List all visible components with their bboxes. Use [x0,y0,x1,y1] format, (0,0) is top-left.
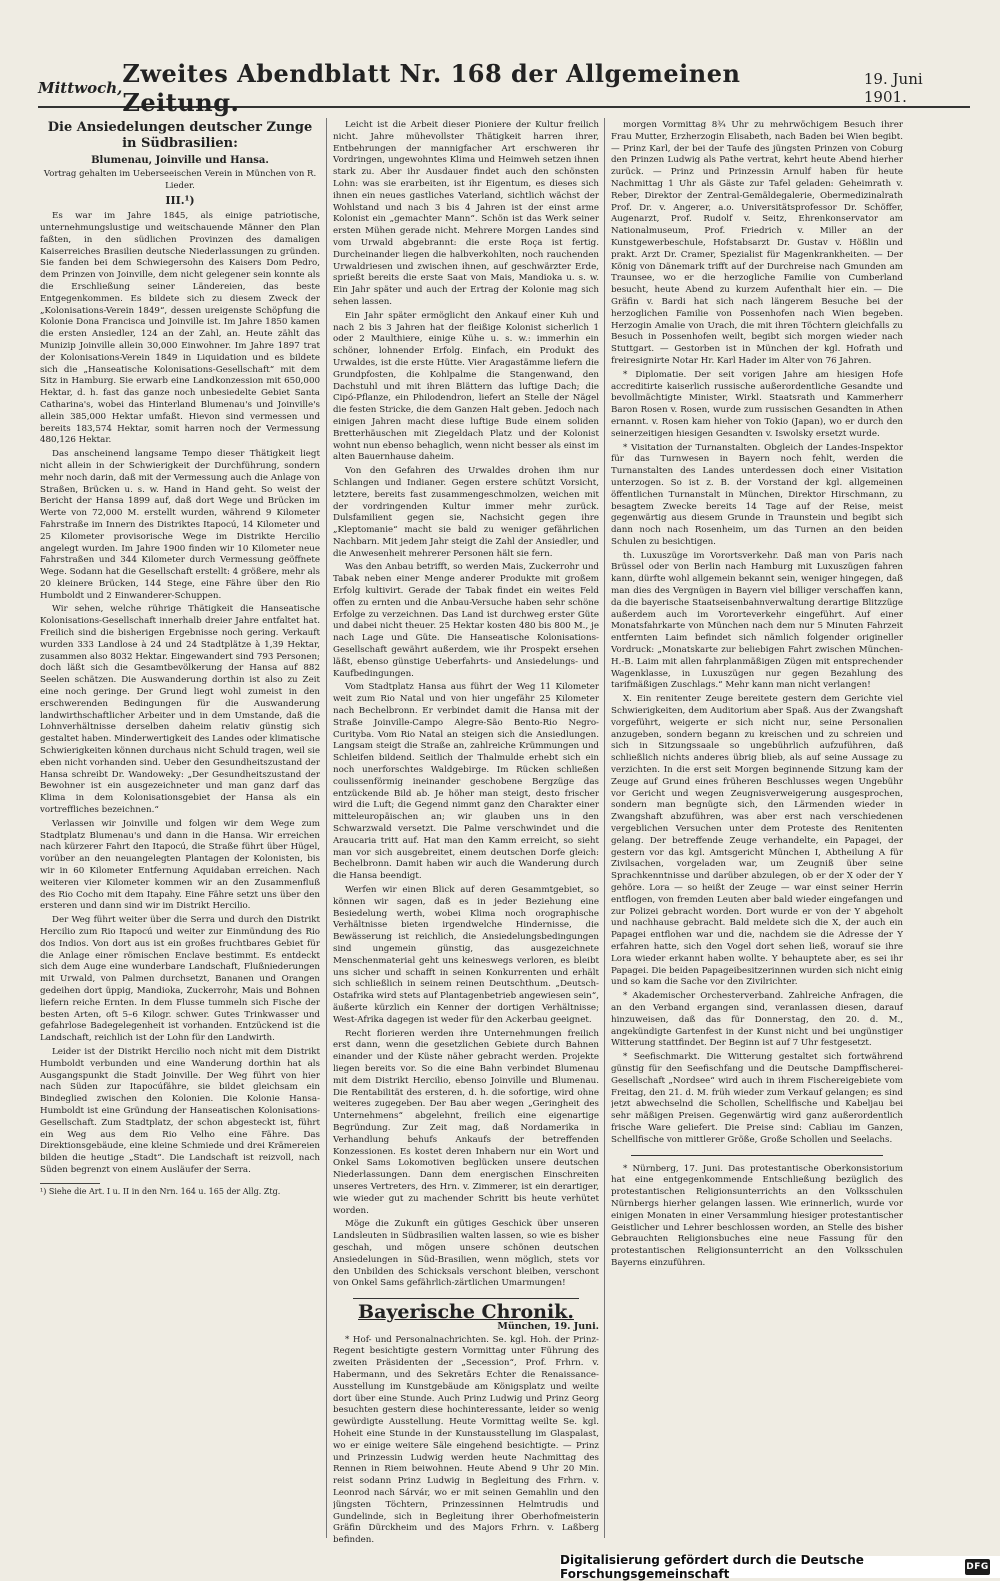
column-rule [604,118,605,1538]
digitization-credit: Digitalisierung gefördert durch die Deutsche Forschungsgemeinschaft [560,1553,864,1581]
article-part-number: III.¹) [165,194,195,208]
footnote: ¹) Siehe die Art. I u. II in den Nrn. 164 u. 165 der Allg. Ztg. [40,1186,281,1196]
article-title-line: Die Ansiedelungen deutscher Zunge [47,120,313,135]
paragraph: Werfen wir einen Blick auf deren Gesammtgebiet, so können wir sagen, daß es in jeder Beziehung eine Besiedelung werth, wobei Klima noch orographische Verhältnisse bieten irgendwelche Hindernisse, die Bewässerung ist reichlich, die Ansiedelungsbedingungen sind ungemein günstig, das ausgezeichnete Menschenmaterial geht uns keineswegs verloren, es bleibt uns sicher und schafft in seinen Konkurrenten und erhält sich schließlich in seinem reinen Deutschthum. „Deutsch-Ostafrika wird stets auf Plantagenbetrieb angewiesen sein“, äußerte kürzlich ein Kenner der dortigen Verhältnisse; West-Afrika dagegen ist weder für den Ackerbau geeignet. [333,885,599,1025]
paragraph: Ein Jahr später ermöglicht den Ankauf einer Kuh und nach 2 bis 3 Jahren hat der fleißige Kolonist sicherlich 1 oder 2 Maulthiere, einige Kühe u. s. w.: immerhin ein schöner, lohnender Erfolg. Einfach, ein Produkt des Urwaldes, ist die erste Hütte. Vier Aragastämme liefern die Grundpfosten, die Kohlpalme die Stangenwand, den Dachstuhl und mit ihren Blättern das luftige Dach; die Cipó-Pflanze, ein Philodendron, liefert an Stelle der Nägel die festen Stricke, die dem Ganzen Halt geben. Jedoch nach einigen Jahren macht diese luftige Bude einem soliden Bretterhäuschen mit Ziegeldach Platz und der Kolonist wohnt nun ebenso behaglich, wenn nicht besser als einst im alten Bauernhause daheim. [333,310,599,463]
paragraph: Das anscheinend langsame Tempo dieser Thätigkeit liegt nicht allein in der Schwierigkeit der Durchführung, sondern mehr noch darin, daß mit der Vermessung auch die Anlage von Straßen, Brücken u. s. w. Hand in Hand geht. So weist der Bericht der Hansa 1899 auf, daß dort Wege und Brücken im Werte von 72,000 M. erstellt wurden, während 9 Kilometer Fahrstraße im Innern des Distriktes Itapocú, 14 Kilometer und 25 Kilometer provisorische Wege im Distrikte Hercilio angelegt wurden. Im Jahre 1900 finden wir 10 Kilometer neue Fahrstraßen und 344 Kilometer durch Vermessung geöffnete Wege. Sodann hat die Gesellschaft erstellt: 4 größere, mehr als 20 kleinere Brücken, 144 Stege, eine Fähre über den Rio Humboldt und 2 Einwanderer-Schuppen. [40,449,320,601]
masthead [38,59,970,117]
paragraph: * Visitation der Turnanstalten. Obgleich der Landes-Inspektor für das Turnwesen in Bayern noch fehlt, werden die Turnanstalten des Landes unterdessen doch einer Visitation unterzogen. So ist z. B. der Vorstand der kgl. allgemeinen öffentlichen Turnanstalt in München, Direktor Hirschmann, zu besagtem Zwecke bereits 14 Tage auf der Reise, meist gegenwärtig aus diesem Grunde in Traunstein und begibt sich dann noch nach Rosenheim, um das Turnen an den beiden Schulen zu besichtigen. [611,442,903,547]
paragraph: * Hof- und Personalnachrichten. Se. kgl. Hoh. der Prinz-Regent besichtigte gestern Vormittag unter Führung des zweiten Präsidenten der „Secession“, Prof. Frhrn. v. Habermann, und des Sekretärs Echter die Renaissance-Ausstellung im Kunstgebäude am Königsplatz und weilte dort über eine Stunde. Auch Prinz Ludwig und Prinz Georg besuchten gestern diese hochinteressante, leider so wenig gewürdigte Ausstellung. Heute Vormittag weilte Se. kgl. Hoheit eine Stunde in der Kunstausstellung im Glaspalast, wo er einige weitere Säle eingehend besichtigte. — Prinz und Prinzessin Ludwig werden heute Nachmittag des Rennen in Riem beiwohnen. Heute Abend 9 Uhr 20 Min. reist sodann Prinz Ludwig in Begleitung des Frhrn. v. Leonrod nach Sárvár, wo er mit seinen Gemahlin und den jüngsten Töchtern, Prinzessinnen Helmtrudis und Gundelinde, sich in Begleitung ihrer Oberhofmeisterin Gräfin Dürckheim und des Majors Frhrn. v. Laßberg befinden. [333,1334,599,1546]
paragraph: Vom Stadtplatz Hansa aus führt der Weg 11 Kilometer weit zum Rio Natal und von hier ungefähr 25 Kilometer nach Bechelbronn. Er verbindet damit die Hansa mit der Straße Joinville-Campo Alegre-São Bento-Rio Negro-Curityba. Vom Rio Natal an steigen sich die Ansiedlungen. Langsam steigt die Straße an, zahlreiche Krümmungen und Schleifen bildend. Seitlich der Thalmulde erhebt sich ein noch unerforschtes Waldgebirge. Im Rücken schließen coulissenförmig ineinander geschobene Bergzüge das entzückende Bild ab. Je höher man steigt, desto frischer wird die Luft; die Gegend nimmt ganz den Charakter einer mitteleuropäischen an; wir glauben uns in den Schwarzwald versetzt. Die Palme verschwindet und die Araucaria tritt auf. Hat man den Kamm erreicht, so sieht man vor sich ausgebreitet, einem deutschen Dorfe gleich: Bechelbronn. Damit haben wir auch die Wanderung durch die Hansa beendigt. [333,682,599,882]
section-divider [631,1155,883,1156]
paragraph: * Nürnberg, 17. Juni. Das protestantische Oberkonsistorium hat eine entgegenkommende Entschließung bezüglich des protestantischen Religionsunterrichts an den Volksschulen Nürnbergs hierher gelangen lassen. Wie erinnerlich, wurde vor einigen Monaten in einer Versammlung hiesiger protestantischer Geistlicher und Lehrer beschlossen worden, an Stelle des bisher Gebrauchten Religionsbuches eine neue Fassung für den protestantischen Religionsunterricht an den Volksschulen Bayerns einzuführen. [611,1163,903,1268]
paragraph: Was den Anbau betrifft, so werden Mais, Zuckerrohr und Tabak neben einer Menge anderer Produkte mit großem Erfolg kultivirt. Gerade der Tabak findet ein weites Feld offen zu ernten und die Anbau-Versuche haben sehr schöne Erfolge zu verzeichnen. Das Land ist durchweg erster Güte und dabei nicht theuer. 25 Hektar kosten 480 bis 800 M., je nach Lage und Güte. Die Hanseatische Kolonisations-Gesellschaft gewährt außerdem, wie ihr Prospekt ersehen läßt, ebenso günstige Ueberfahrts- und Ansiedelungs- und Kaufbedingungen. [333,562,599,679]
column-rule [326,118,327,1538]
paragraph: Leicht ist die Arbeit dieser Pioniere der Kultur freilich nicht. Jahre mühevollster Thätigkeit harren ihrer, Entbehrungen der mannigfacher Art erschweren ihr Vordringen, ungewohntes Klima und Heimweh setzen ihnen stark zu. Aber ihr Ausdauer findet auch den schönsten Lohn: was sie erarbeiten, ist ihr Eigentum, es dieses sich ihnen ein neues gastliches Vaterland, sichtlich wächst der Wohlstand und nach 3 bis 4 Jahren ist der einst arme Kolonist ein „gemachter Mann“. Schön ist das Werk seiner ersten Mühen gerade nicht. Mehrere Morgen Landes sind vom Urwald abgebrannt: die erste Roça ist fertig. Durcheinander liegen die halbverkohlten, noch rauchenden Urwaldriesen und zwischen ihnen, auf geschwärzter Erde, sprießt bereits die erste Saat von Mais, Mandioka u. s. w. Ein Jahr später und auch der Ertrag der Kolonie mag sich sehen lassen. [333,120,599,307]
paragraph: Der Weg führt weiter über die Serra und durch den Distrikt Hercilio zum Rio Itapocú und weiter zur Einmündung des Rio dos Indios. Von dort aus ist ein großes fruchtbares Gebiet für die Anlage einer römischen Enclave bestimmt. Es entdeckt sich dem Auge eine wunderbare Landschaft, Flußniederungen mit Urwald, von Palmen durchsetzt, Bananen und Orangen gedeihen dort üppig, Mandioka, Zuckerrohr, Mais und Bohnen liefern reiche Ernten. In dem Flusse tummeln sich Fische der besten Arten, oft 5–6 Kilogr. schwer. Gutes Trinkwasser und gefahrlose Badegelegenheit ist vorhanden. Entzückend ist die Landschaft, reichlich ist der Lohn für den Landwirth. [40,915,320,1044]
masthead-title: Zweites Abendblatt Nr. 168 der Allgemeinen Zeitung. [122,59,741,117]
paragraph: * Akademischer Orchesterverband. Zahlreiche Anfragen, die an den Verband ergangen sind, veranlassen diesen, darauf hinzuweisen, daß das für Donnerstag, den 20. d. M., angekündigte Gartenfest in der Kunst nicht und bei ungünstiger Witterung stattfindet. Der Beginn ist auf 7 Uhr festgesetzt. [611,991,903,1049]
masthead-date: 19. Juni 1901. [863,70,923,106]
paragraph: Wir sehen, welche rührige Thätigkeit die Hanseatische Kolonisations-Gesellschaft innerhalb dreier Jahre entfaltet hat. Freilich sind die bisherigen Ergebnisse noch gering. Verkauft wurden 333 Landlose à 24 und 24 Stadtplätze à 1,39 Hektar, zusammen also 8032 Hektar. Eingewandert sind 793 Personen; doch läßt sich die Gesamtbevölkerung der Hansa auf 882 Seelen schätzen. Die Auswanderung dorthin ist also zu Zeit eine noch geringe. Der Grund liegt wohl zumeist in den erschwerenden Bedingungen für die Auswanderung landwirthschaftlicher Arbeiter und in dem Umstande, daß die Lohnverhältnisse derselben daheim relativ günstig sich gestaltet haben. Minderwertigkeit des Landes oder klimatische Schwierigkeiten können durchaus nicht Schuld tragen, weil sie eben nicht vorhanden sind. Ueber den Gesundheitszustand der Hansa schreibt Dr. Wandoweky: „Der Gesundheitszustand der Bewohner ist ein ausgezeichneter und man ganz darf das Klima in dem Kolonisationsgebiet der Hansa als ein vortreffliches bezeichnen.“ [40,604,320,816]
column-3 [611,120,903,1546]
paragraph: * Seefischmarkt. Die Witterung gestaltet sich fortwährend günstig für den Seefischfang und die Deutsche Dampffischerei-Gesellschaft „Nordsee“ wird auch in ihrem Fischereigebiete vom Freitag, den 21. d. M. früh wieder zum Verkauf gelangen; es sind jetzt abwechselnd die Schollen, Schellfische und Kabeljau bei sehr mäßigen Preisen. Gegenwärtig wird ganz außerordentlich frische Ware geliefert. Die Preise sind: Cabliau im Ganzen, Schellfische von mittlerer Größe, Große Schollen und Seelachs. [611,1052,903,1145]
chronicle-dateline: München, 19. Juni. [497,1320,599,1332]
section-divider [353,1298,579,1299]
chronicle-title: Bayerische Chronik. [358,1301,574,1324]
paragraph: Leider ist der Distrikt Hercilio noch nicht mit dem Distrikt Humboldt verbunden und eine Wanderung dorthin hat als Ausgangspunkt die Stadt Joinville. Der Weg führt von hier nach Süden zur Itapocúfähre, sie bildet gleichsam ein Bindeglied zwischen den Kolonien. Die Kolonie Hansa-Humboldt ist eine Gründung der Hanseatischen Kolonisations-Gesellschaft. Zum Stadtplatz, der schon abgesteckt ist, führt ein Weg aus dem Rio Velho eine Fähre. Das Direktionsgebäude, eine kleine Schmiede und drei Krämereien bilden die heutige „Stadt“. Die Landschaft ist reizvoll, nach Süden begrenzt von einem Ausläufer der Serra. [40,1046,320,1175]
paragraph: Verlassen wir Joinville und folgen wir dem Wege zum Stadtplatz Blumenau's und dann in die Hansa. Wir erreichen nach kürzerer Fahrt den Itapocú, die Straße führt über Hügel, vorüber an den neuangelegten Plantagen der Kolonisten, bis wir in 60 Kilometer Entfernung Aquidaban erreichen. Nach weiteren vier Kilometer kommen wir an den Zusammenfluß des Rio Cocho mit dem Itapahy. Eine Fähre setzt uns über den ersteren und dann sind wir im Distrikt Hercilio. [40,818,320,912]
article-title [40,120,320,152]
article-title-line: in Südbrasilien: [122,136,238,151]
article-subtitle: Blumenau, Joinville und Hansa. [91,155,269,166]
digitization-credit-bar [560,1553,1000,1581]
dfg-logo-icon: DFG [965,1559,990,1575]
masthead-weekday: Mittwoch, [38,79,123,97]
paragraph: Recht florieren werden ihre Unternehmungen freilich erst dann, wenn die gesetzlichen Gebiete durch Bahnen einander und der Küste näher gebracht werden. Projekte liegen bereits vor. So die eine Bahn verbindet Blumenau mit dem Distrikt Hercilio, ebenso Joinville und Blumenau. Die Rentabilität des ersteren, d. h. die sofortige, wird ohne weiteres zugegeben. Der Bau aber wegen „Geringheit des Unternehmens“ abgelehnt, freilich eine eigenartige Begründung. Zur Zeit mag, daß Nordamerika in Verhandlung behufs Ankaufs der betreffenden Konzessionen. Es kostet deren Inhabern nur ein Wort und Onkel Sams Lokomotiven beglücken unsere deutschen Niederlassungen. Dann dem energischen Einschreiten unseres Vertreters, des Hrn. v. Zimmerer, ist ein derartiger, wie wieder gut zu machender Schritt bis heute verhütet worden. [333,1028,599,1216]
paragraph: morgen Vormittag 8¾ Uhr zu mehrwöchigem Besuch ihrer Frau Mutter, Erzherzogin Elisabeth, nach Baden bei Wien begibt. — Prinz Karl, der bei der Taufe des jüngsten Prinzen von Coburg den Prinzen Ludwig als Pathe vertrat, kehrt heute Abend hierher zurück. — Prinz und Prinzessin Arnulf haben für heute Nachmittag 1 Uhr als Gäste zur Tafel geladen: Geheimrath v. Reber, Direktor der Zentral-Gemäldegalerie, Obermedizinalrath Prof. Dr. v. Angerer, a.o. Universitätsprofessor Dr. Schöffer, Augenarzt, Prof. Rudolf v. Seitz, Ehrenkonservator am Nationalmuseum, Prof. Friedrich v. Miller an der Kunstgewerbeschule, Hofstabsarzt Dr. Gustav v. Hößlin und prakt. Arzt Dr. Cramer, Spezialist für Magenkrankheiten. — Der König von Dänemark trifft auf der Durchreise nach Gmunden am Traunsee, wo er die herzogliche Familie von Cumberland besucht, heute Abend zu kurzem Aufenthalt hier ein. — Die Gräfin v. Bardi hat sich nach längerem Besuche bei der herzoglichen Familie von Possenhofen nach Wien begeben. Herzogin Amalie von Urach, die mit ihren Töchtern gleichfalls zu Besuch in Possenhofen weilt, begibt sich morgen wieder nach Stuttgart. — Gestorben ist in München der kgl. Hofrath und freiresignirte Notar Hr. Karl Hader im Alter von 76 Jahren. [611,120,903,366]
paragraph: X. Ein renitenter Zeuge bereitete gestern dem Gerichte viel Schwierigkeiten, dem Auditorium aber Spaß. Aus der Zwangshaft vorgeführt, weigerte er sich nicht nur, seine Personalien anzugeben, sondern begann zu kreischen und zu schreien und sich in Sitzungssaale so ungebührlich aufzuführen, daß schließlich nichts anderes übrig blieb, als auf seine Aussage zu verzichten. In die erst seit Morgen beginnende Sitzung kam der Zeuge auf Grund eines früheren Beschlusses wegen Ungebühr vor Gericht und wegen Zeugnisverweigerung ausgesprochen, sondern man begnügte sich, den Lärmenden wieder in Zwangshaft abzuführen, was aber erst nach verschiedenen vergeblichen Versuchen unter dem Proteste des Renitenten gelang. Der betreffende Zeuge verhandelte, ein Papagei, der gestern vor das kgl. Amtsgericht München I, Abtheilung A für Zivilsachen, vorgeladen war, um Zeugniß über seine Sprachkenntnisse und darüber abzulegen, ob er der X oder der Y gehöre. Lora — so heißt der Zeuge — war einst seiner Herrin entflogen, von fremden Leuten aber bald wieder eingefangen und zur Polizei gebracht worden. Dort wurde er von der Y abgeholt und nachhause gebracht. Bald meldete sich die X, der auch ein Papagei entflohen war und die, nachdem sie die Adresse der Y erfahren hatte, sich den Vogel dort sehen ließ, worauf sie ihre Lora wieder erkannt haben wollte. Y behauptete aber, es sei ihr Papagei. Die beiden Papageibesitzerinnen wurden sich nicht einig und so kam die Sache vor den Zivilrichter. [611,694,903,988]
column-1 [40,120,320,1546]
paragraph: th. Luxuszüge im Vorortsverkehr. Daß man von Paris nach Brüssel oder von Berlin nach Hamburg mit Luxuszügen fahren kann, dürfte wohl allgemein bekannt sein, weniger hingegen, daß man dies des Vergnügen in Bayern viel billiger verschaffen kann, da die bayerische Staatseisenbahnverwaltung derartige Blitzzüge außerdem auch im Vororteverkehr eingeführt. Auf einer Monatsfahrkarte von München nach dem nur 5 Minuten Fahrzeit entfernten Laim befindet sich nämlich folgender origineller Vordruck: „Monatskarte zur beliebigen Fahrt zwischen München-H.-B. Laim mit allen fahrplanmäßigen Zügen mit entsprechender Wagenklasse, in Luxuszügen nur gegen Bezahlung des tarifmäßigen Zuschlags.“ Mehr kann man nicht verlangen! [611,550,903,691]
column-2 [333,120,599,1546]
footnote-divider [40,1183,100,1184]
paragraph: Es war im Jahre 1845, als einige patriotische, unternehmungslustige und weitschauende Männer den Plan faßten, in den südlichen Provinzen des damaligen Kaiserreiches Brasilien deutsche Niederlassungen zu gründen. Sie fanden bei dem Schwiegersohn des Kaisers Dom Pedro, dem Prinzen von Joinville, dem nicht gelegener sein konnte als die Erschließung seiner Ländereien, das beste Entgegenkommen. Es bildete sich zu diesem Zweck der „Kolonisations-Verein 1849“, dessen ureigenste Schöpfung die Kolonie Dona Francisca und Joinville ist. Im Jahre 1850 kamen die ersten Ansiedler, 124 an der Zahl, an. Heute zählt das Munizip Joinville allein 30,000 Einwohner. Im Jahre 1897 trat der Kolonisations-Verein 1849 in Liquidation und es bildete sich die „Hanseatische Kolonisations-Gesellschaft“ mit dem Sitz in Hamburg. Sie erwarb eine Landkonzession mit 650,000 Hektar, d. h. fast das ganze noch unbesiedelte Gebiet Santa Catharina's, wobei das Hinterland Blumenau's und Joinville's allein 385,000 Hektar umfaßt. Hievon sind vermessen und bereits 183,574 Hektar, somit harren noch der Vermessung 480,126 Hektar. [40,211,320,446]
paragraph: Möge die Zukunft ein gütiges Geschick über unseren Landsleuten in Südbrasilien walten lassen, so wie es bisher geschah, und mögen unsere schönen deutschen Ansiedelungen in Süd-Brasilien, wenn möglich, stets vor den Unbilden des Schicksals verschont bleiben, verschont von Onkel Sams gefährlich-zärtlichen Umarmungen! [333,1219,599,1289]
article-note: Vortrag gehalten im Ueberseeischen Verein in München von R. Lieder. [43,168,317,191]
paragraph: Von den Gefahren des Urwaldes drohen ihm nur Schlangen und Indianer. Gegen erstere schützt Vorsicht, letztere, bereits fast zusammengeschmolzen, weichen mit der vordringenden Kultur immer mehr zurück. Dulsfamilient gegen sie, Nachsicht gegen ihre „Kleptomanie“ macht sie bald zu weniger gefährlichen Nachbarn. Mit jedem Jahr steigt die Zahl der Ansiedler, und die Anwesenheit mehrerer Personen hält sie fern. [333,466,599,559]
paragraph: * Diplomatie. Der seit vorigen Jahre am hiesigen Hofe accreditirte kaiserlich russische außerordentliche Gesandte und bevollmächtigte Minister, Wirkl. Staatsrath und Kammerherr Baron Rosen v. Rosen, wurde zum russischen Gesandten in Athen ernannt. v. Rosen kam hieher von Tokio (Japan), wo er durch den seinerzeitigen hiesigen Gesandten v. Iswolsky ersetzt wurde. [611,369,903,439]
